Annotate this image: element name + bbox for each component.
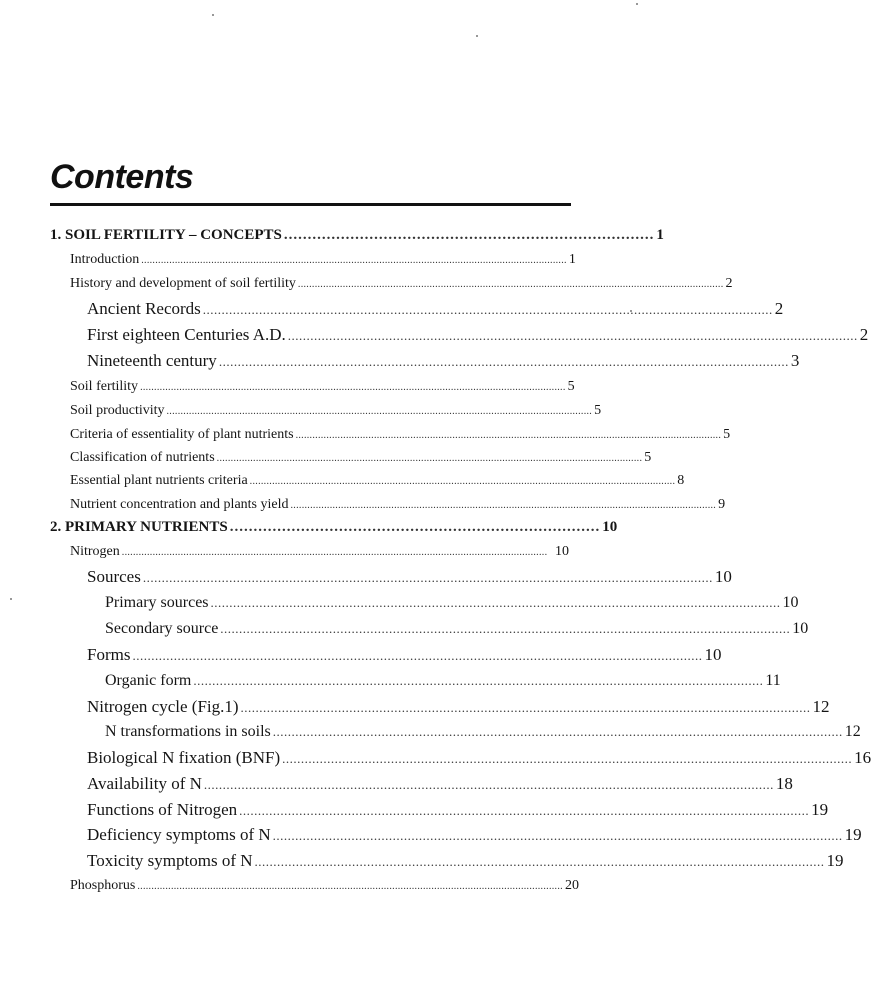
toc-entry[interactable]: Forms ........................................................................................................................................................ 10	[87, 645, 722, 664]
page-title: Contents	[50, 158, 194, 196]
toc-entry[interactable]: Nitrogen cycle (Fig.1) ........................................................................................................................................................ 12	[87, 697, 830, 716]
toc-entry[interactable]: Phosphorus ........................................................................................................................................................ 20	[70, 878, 579, 893]
toc-entry[interactable]: Essential plant nutrients criteria ........................................................................................................................................................ 8	[70, 473, 685, 488]
toc-entry[interactable]: Deficiency symptoms of N ........................................................................................................................................................ 19	[87, 825, 862, 844]
toc-chapter-1[interactable]: 1. SOIL FERTILITY – CONCEPTS .............................................................................. 1	[50, 227, 664, 243]
toc-entry[interactable]: Criteria of essentiality of plant nutrients ........................................................................................................................................................ 5	[70, 427, 731, 442]
toc-entry[interactable]: First eighteen Centuries A.D. ........................................................................................................................................................ 2	[87, 325, 869, 344]
toc-entry[interactable]: Toxicity symptoms of N ........................................................................................................................................................ 19	[87, 851, 844, 870]
toc-entry[interactable]: Biological N fixation (BNF) ........................................................................................................................................................ 16	[87, 748, 871, 767]
toc-entry[interactable]: Introduction ........................................................................................................................................................ 1	[70, 252, 576, 267]
scan-speck	[10, 598, 12, 600]
toc-entry[interactable]: Nineteenth century ........................................................................................................................................................ 3	[87, 351, 800, 370]
toc-entry[interactable]: Availability of N ........................................................................................................................................................ 18	[87, 774, 793, 793]
toc-entry[interactable]: Ancient Records ........................................................................................................................................................ 2	[87, 299, 784, 318]
toc-entry[interactable]: Sources ........................................................................................................................................................ 10	[87, 567, 732, 586]
toc-entry[interactable]: Organic form ........................................................................................................................................................ 11	[105, 672, 781, 689]
scan-speck	[636, 3, 638, 5]
toc-entry[interactable]: Nitrogen ........................................................................................................................................................ 10	[70, 544, 569, 559]
scan-speck	[476, 35, 478, 37]
toc-entry[interactable]: Soil productivity ........................................................................................................................................................ 5	[70, 403, 602, 418]
toc-entry[interactable]: Soil fertility ........................................................................................................................................................ 5	[70, 379, 575, 394]
toc-entry[interactable]: Functions of Nitrogen ........................................................................................................................................................ 19	[87, 800, 829, 819]
toc-entry[interactable]: Classification of nutrients ........................................................................................................................................................ 5	[70, 450, 652, 465]
toc-entry[interactable]: Primary sources ........................................................................................................................................................ 10	[105, 594, 799, 611]
toc-entry[interactable]: History and development of soil fertility ........................................................................................................................................................ 2	[70, 276, 733, 291]
title-rule	[50, 203, 571, 206]
toc-entry[interactable]: N transformations in soils ........................................................................................................................................................ 12	[105, 723, 861, 740]
toc-entry[interactable]: Nutrient concentration and plants yield ........................................................................................................................................................ 9	[70, 497, 726, 512]
scan-speck	[212, 14, 214, 16]
toc-entry[interactable]: Secondary source ........................................................................................................................................................ 10	[105, 620, 809, 637]
toc-chapter-2[interactable]: 2. PRIMARY NUTRIENTS .............................................................................. 10	[50, 519, 618, 535]
